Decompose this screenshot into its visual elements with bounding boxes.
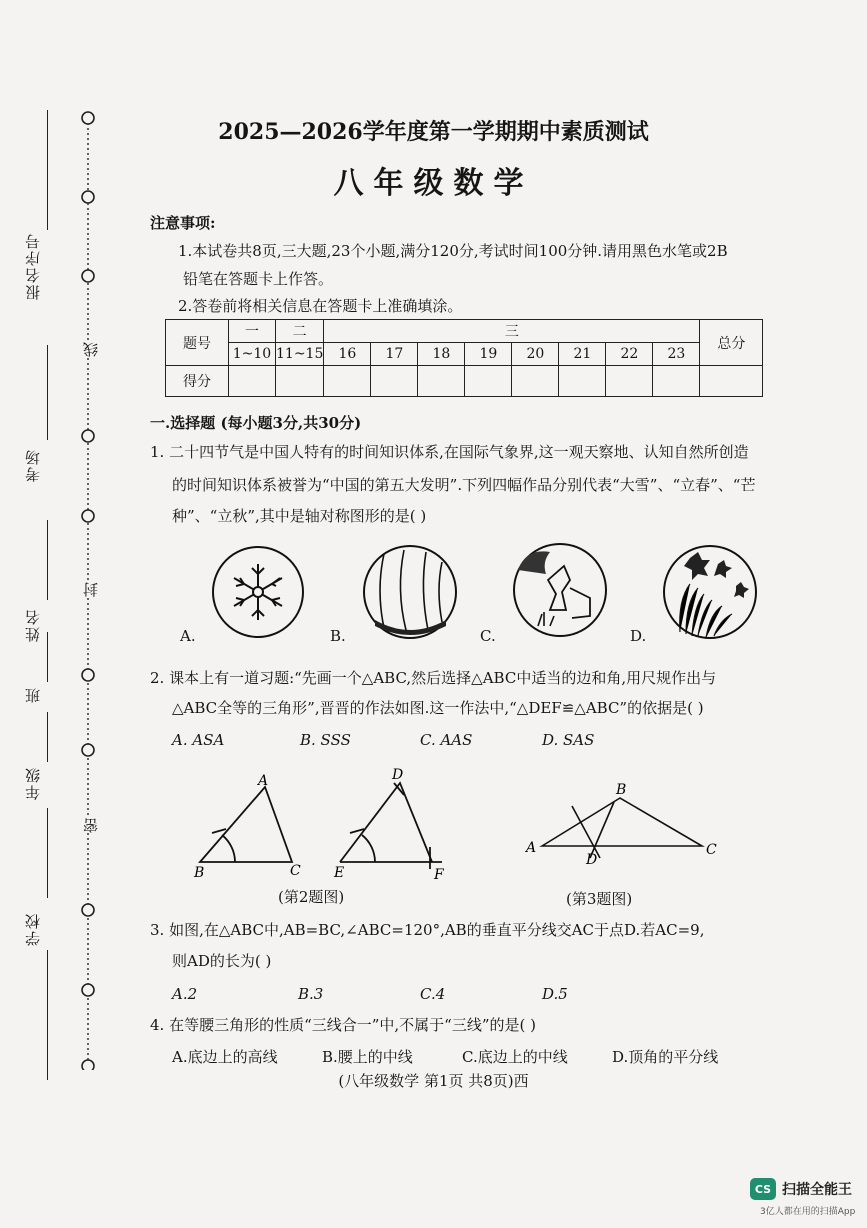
figure-a-snowflake (213, 547, 303, 637)
sidebar-label-seat-number: 报名序号 (24, 232, 42, 300)
q1-option-d[interactable]: D. (630, 627, 647, 645)
sidebar-label-class: 班 (24, 686, 42, 703)
notice-line-2: 2.答卷前将相关信息在答题卡上准确填涂。 (178, 297, 463, 315)
score-table-range: 11~15 (276, 343, 324, 366)
binding-hole (82, 744, 94, 756)
scanner-slogan: 3亿人都在用的扫描App (760, 1207, 856, 1217)
fig2-label-f: F (434, 867, 444, 883)
q1-line-1: 1. 二十四节气是中国人特有的时间知识体系,在国际气象界,这一观天察地、认知自然所创造 (150, 443, 749, 461)
q2-option-a[interactable]: A. ASA (172, 731, 225, 749)
subject-title: 八年级数学 (333, 166, 534, 201)
score-table-total: 总分 (700, 320, 763, 366)
score-table-header-score: 得分 (166, 366, 229, 397)
score-cell (606, 366, 653, 397)
score-table-q22: 22 (606, 343, 653, 366)
score-cell (559, 366, 606, 397)
q1-line-3: 种”、“立秋”,其中是轴对称图形的是( ) (172, 507, 427, 525)
score-cell (371, 366, 418, 397)
notice-line-1b: 铅笔在答题卡上作答。 (183, 270, 334, 288)
sidebar-label-name: 姓名 (24, 608, 42, 642)
binding-hole (82, 430, 94, 442)
seal-char-seal: 封 (82, 582, 100, 597)
score-cell (418, 366, 465, 397)
q4-option-c[interactable]: C.底边上的中线 (462, 1048, 568, 1066)
score-table-section-3: 三 (324, 320, 700, 343)
q2-line-1: 2. 课本上有一道习题:“先画一个△ABC,然后选择△ABC中适当的边和角,用尺规作出与 (150, 669, 717, 687)
binding-hole (82, 270, 94, 282)
q3-figure (520, 776, 730, 866)
fig3-label-a: A (526, 840, 537, 856)
q2-figure-caption: (第2题图) (278, 888, 345, 906)
q3-option-d[interactable]: D.5 (542, 985, 568, 1003)
q2-option-b[interactable]: B. SSS (300, 731, 351, 749)
q1-figures (170, 540, 770, 650)
score-table-range: 1~10 (229, 343, 276, 366)
seal-char-line: 线 (82, 342, 100, 357)
seal-char-secret: 密 (82, 818, 100, 833)
score-cell (229, 366, 276, 397)
fig3-label-c: C (706, 842, 717, 858)
q1-line-2: 的时间知识体系被誉为“中国的第五大发明”.下列四幅作品分别代表“大雪”、“立春”、“芒 (172, 476, 756, 494)
score-table-q18: 18 (418, 343, 465, 366)
q4-option-b[interactable]: B.腰上的中线 (322, 1048, 413, 1066)
fig2-label-e: E (334, 865, 345, 881)
q2-figure (190, 765, 460, 885)
fig3-label-b: B (616, 782, 627, 798)
sidebar-line (47, 950, 48, 1080)
binding-hole (82, 669, 94, 681)
score-table-q20: 20 (512, 343, 559, 366)
score-table-q17: 17 (371, 343, 418, 366)
fig2-label-c: C (290, 863, 301, 879)
binding-hole (82, 984, 94, 996)
binding-hole (82, 904, 94, 916)
fig2-label-a: A (258, 773, 269, 789)
sidebar-line (47, 520, 48, 600)
q1-option-c[interactable]: C. (480, 627, 496, 645)
q3-figure-caption: (第3题图) (566, 890, 633, 908)
q4-option-a[interactable]: A.底边上的高线 (172, 1048, 278, 1066)
figure-c-farmer (514, 544, 606, 636)
score-cell (700, 366, 763, 397)
q2-line-2: △ABC全等的三角形”,晋晋的作法如图.这一作法中,“△DEF≌△ABC”的依据是( ) (172, 699, 704, 717)
score-cell (465, 366, 512, 397)
sidebar-label-exam-room: 考场 (24, 448, 42, 482)
score-table-q16: 16 (324, 343, 371, 366)
section-1-heading: 一.选择题 (每小题3分,共30分) (150, 414, 362, 432)
page-footer: (八年级数学 第1页 共8页)西 (338, 1072, 529, 1090)
scanner-logo-icon: CS (750, 1178, 776, 1200)
score-cell (512, 366, 559, 397)
fig2-label-d: D (392, 767, 404, 783)
q4-option-d[interactable]: D.顶角的平分线 (612, 1048, 719, 1066)
score-cell (653, 366, 700, 397)
score-cell (276, 366, 324, 397)
binding-hole (82, 510, 94, 522)
q4-line-1: 4. 在等腰三角形的性质“三线合一”中,不属于“三线”的是( ) (150, 1016, 536, 1034)
q2-option-c[interactable]: C. AAS (420, 731, 473, 749)
exam-title: 2025—2026学年度第一学期期中素质测试 (218, 119, 649, 145)
fig2-label-b: B (194, 865, 205, 881)
binding-hole (82, 1060, 94, 1070)
q2-option-d[interactable]: D. SAS (542, 731, 595, 749)
sidebar-line (47, 712, 48, 762)
notice-heading: 注意事项: (150, 214, 216, 232)
sidebar-line (47, 808, 48, 898)
sidebar-line (47, 345, 48, 440)
q1-option-b[interactable]: B. (330, 627, 346, 645)
q3-option-a[interactable]: A.2 (172, 985, 198, 1003)
figure-b-willow (364, 546, 456, 638)
fig3-label-d: D (586, 852, 598, 866)
score-table-section-2: 二 (276, 320, 324, 343)
score-table (165, 319, 763, 397)
score-table-q21: 21 (559, 343, 606, 366)
scanner-name: 扫描全能王 (782, 1182, 852, 1198)
sidebar-label-grade: 年级 (24, 766, 42, 800)
score-table-section-1: 一 (229, 320, 276, 343)
score-cell (324, 366, 371, 397)
score-table-q19: 19 (465, 343, 512, 366)
scanner-watermark (750, 1178, 852, 1200)
score-table-header-number: 题号 (166, 320, 229, 366)
notice-line-1: 1.本试卷共8页,三大题,23个小题,满分120分,考试时间100分钟.请用黑色水笔或2B (178, 242, 728, 260)
figure-d-autumn (664, 546, 756, 638)
q3-line-2: 则AD的长为( ) (172, 952, 272, 970)
sidebar-label-school: 学校 (24, 912, 42, 946)
q3-line-1: 3. 如图,在△ABC中,AB=BC,∠ABC=120°,AB的垂直平分线交AC于点D.若AC=9, (150, 921, 705, 939)
q3-option-b[interactable]: B.3 (298, 985, 324, 1003)
score-table-q23: 23 (653, 343, 700, 366)
q1-option-a[interactable]: A. (180, 627, 196, 645)
sidebar-line (47, 632, 48, 682)
q3-option-c[interactable]: C.4 (420, 985, 446, 1003)
